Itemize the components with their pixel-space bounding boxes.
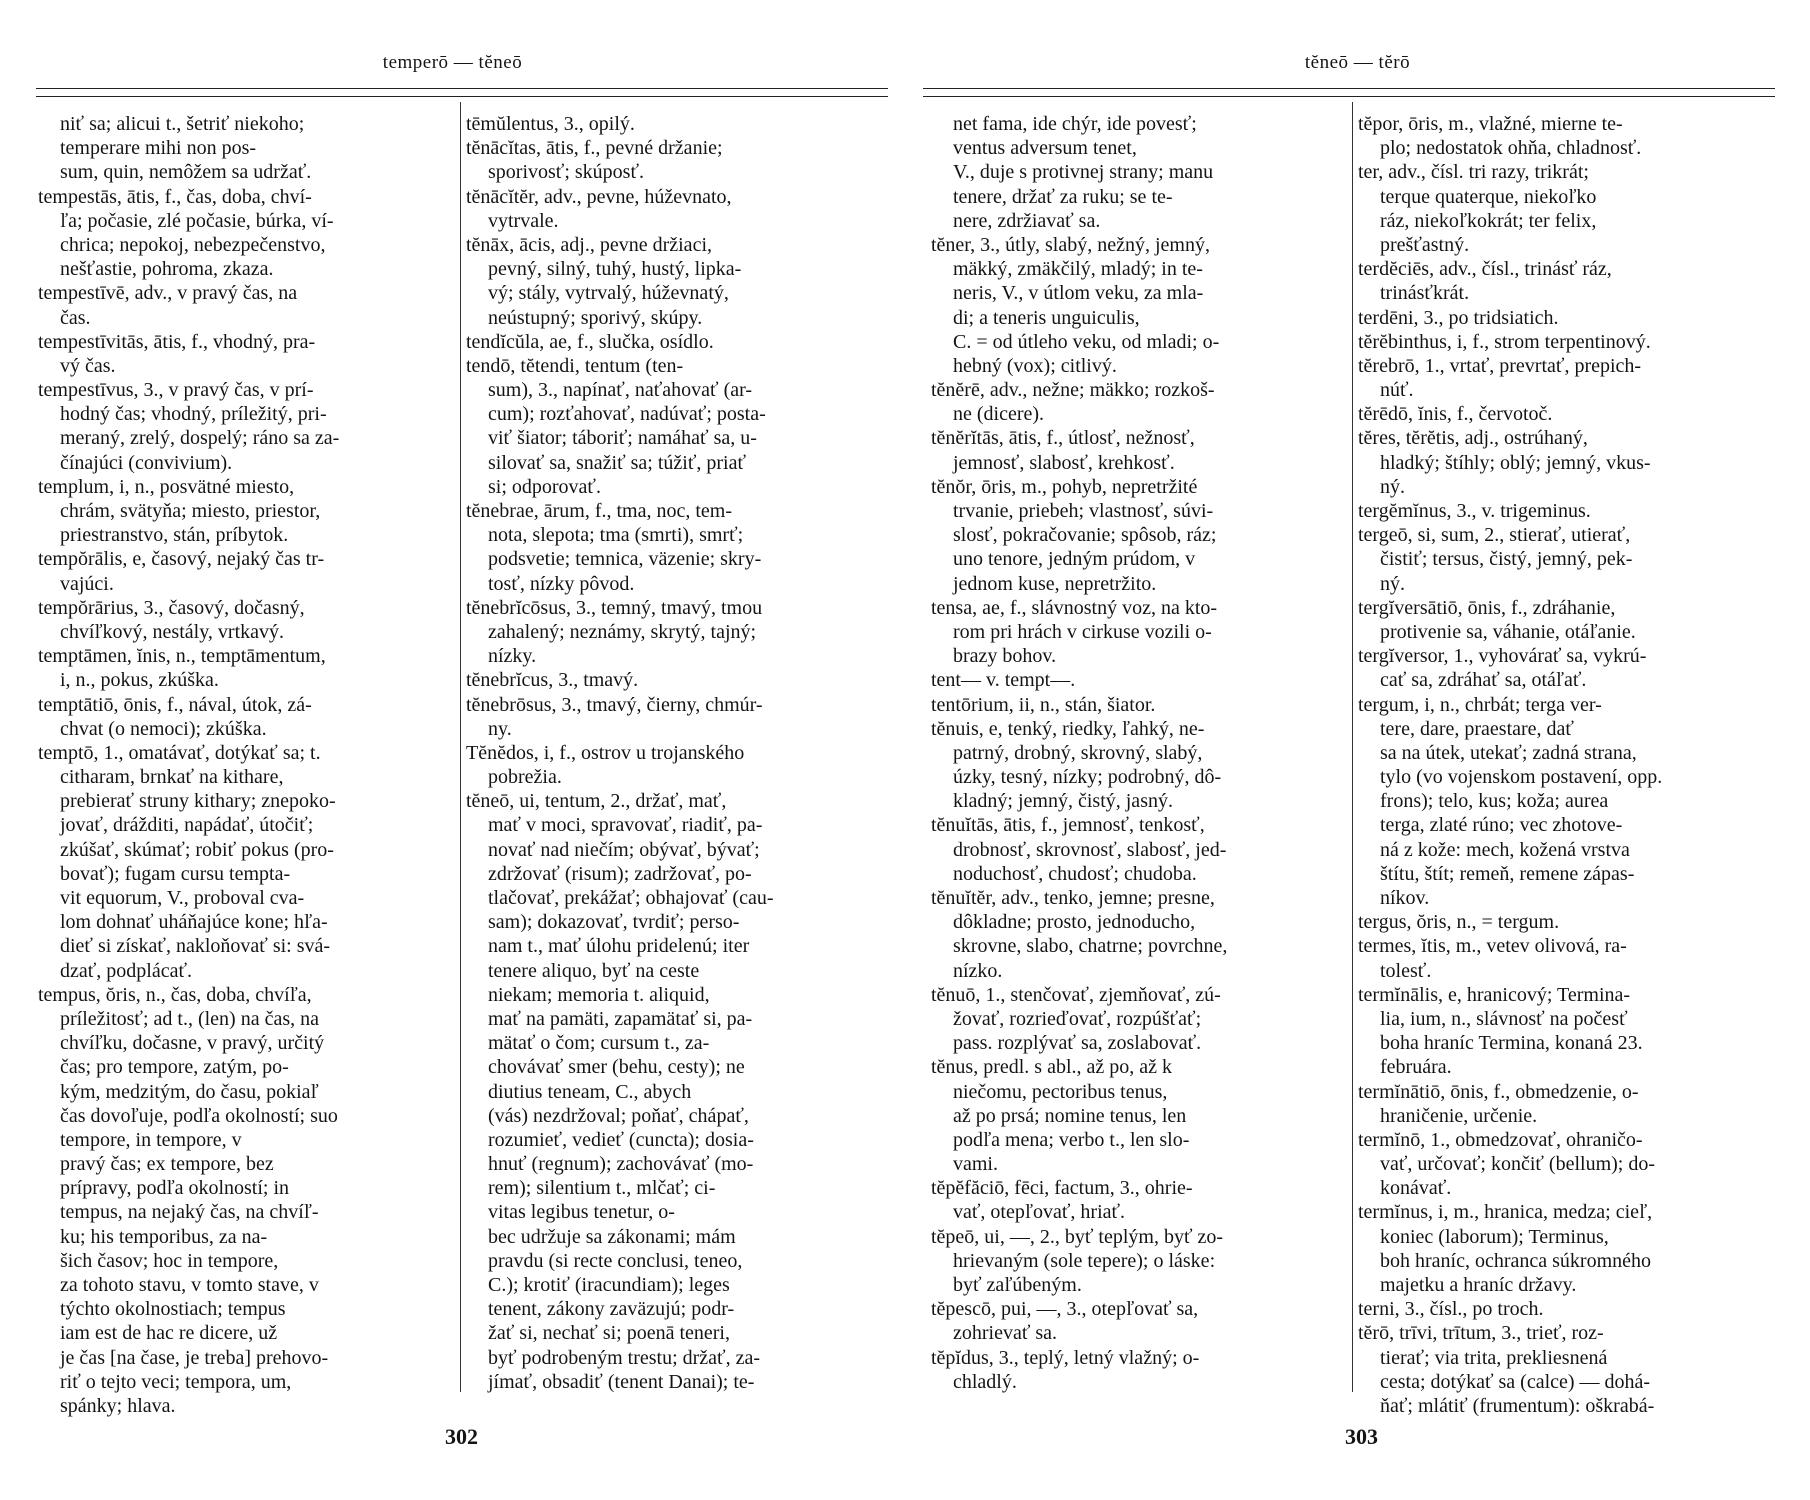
entry-headword-line: temptō, 1., omatávať, dotýkať sa; t. <box>38 741 321 764</box>
entry-headword-line: tĕnuō, 1., stenčovať, zjemňovať, zú- <box>931 983 1221 1006</box>
entry-continuation-line: níkov. <box>1380 887 1430 909</box>
entry-headword-line: tempestīvitās, ātis, f., vhodný, pra- <box>38 330 316 353</box>
entry-continuation-line: V., duje s protivnej strany; manu <box>953 161 1214 184</box>
column-divider <box>460 102 461 1392</box>
dictionary-column-right <box>466 112 884 1394</box>
entry-headword-line: tĕrēdō, ĭnis, f., červotoč. <box>1358 403 1553 426</box>
entry-continuation-line: viť šiator; táboriť; namáhať sa, u- <box>488 427 757 450</box>
entry-headword-line: tĕnĕrē, adv., nežne; mäkko; rozkoš- <box>931 379 1215 402</box>
entry-continuation-line: ňať; mlátiť (frumentum): oškrabá- <box>1380 1394 1655 1417</box>
entry-continuation-line: štítu, štít; remeň, remene zápas- <box>1380 862 1635 885</box>
entry-continuation-line: čas; pro tempore, zatým, po- <box>60 1056 289 1079</box>
entry-continuation-line: tempore, in tempore, v <box>60 1128 242 1151</box>
entry-continuation-line: slosť, pokračovanie; spôsob, ráz; <box>953 524 1217 547</box>
entry-continuation-line: sa na útek, utekať; zadná strana, <box>1380 741 1637 764</box>
entry-continuation-line: trinásťkrát. <box>1380 282 1470 305</box>
entry-continuation-line: jemnosť, slabosť, krehkosť. <box>953 451 1175 474</box>
entry-headword-line: tempestīvē, adv., v pravý čas, na <box>38 282 298 305</box>
entry-continuation-line: pobrežia. <box>488 766 562 789</box>
entry-continuation-line: sum), 3., napínať, naťahovať (ar- <box>488 379 753 402</box>
entry-continuation-line: chvíľku, dočasne, v pravý, určitý <box>60 1032 325 1055</box>
entry-continuation-line: jímať, obsadiť (tenent Danai); te- <box>488 1370 755 1393</box>
entry-continuation-line: drobnosť, skrovnosť, slabosť, jed- <box>953 838 1227 861</box>
entry-continuation-line: ventus adversum tenet, <box>953 137 1137 160</box>
entry-headword-line: tĕpeō, ui, —, 2., byť teplým, byť zo- <box>931 1225 1224 1248</box>
entry-headword-line: tensa, ae, f., slávnostný voz, na kto- <box>931 596 1218 619</box>
entry-continuation-line: týchto okolnostiach; tempus <box>60 1298 286 1321</box>
entry-headword-line: tĕnĕrĭtās, ātis, f., útlosť, nežnosť, <box>931 427 1195 450</box>
entry-continuation-line: prípravy, podľa okolností; in <box>60 1177 290 1200</box>
entry-continuation-line: sum, quin, nemôžem sa udržať. <box>60 161 312 184</box>
entry-continuation-line: sam); dokazovať, tvrdiť; perso- <box>488 911 740 934</box>
header-rule <box>923 88 1775 89</box>
entry-continuation-line: priestranstvo, stán, príbytok. <box>60 524 289 547</box>
entry-continuation-line: mať na pamäti, zapamätať si, pa- <box>488 1007 753 1030</box>
entry-continuation-line: cum); rozťahovať, nadúvať; posta- <box>488 403 766 426</box>
entry-headword-line: tĕpor, ōris, m., vlažné, mierne te- <box>1358 113 1623 135</box>
entry-continuation-line: boha hraníc Termina, konaná 23. <box>1380 1032 1643 1055</box>
entry-headword-line: tergĕmĭnus, 3., v. trigeminus. <box>1358 500 1591 522</box>
entry-headword-line: tĕnuĭtās, ātis, f., jemnosť, tenkosť, <box>931 814 1205 837</box>
entry-continuation-line: tempus, na nejaký čas, na chvíľ- <box>60 1201 319 1224</box>
entry-continuation-line: rom pri hrách v cirkuse vozili o- <box>953 620 1212 643</box>
entry-continuation-line: čas dovoľuje, podľa okolností; suo <box>60 1104 338 1127</box>
entry-continuation-line: tenere, držať za ruku; se te- <box>953 185 1173 208</box>
entry-continuation-line: novať nad niečím; obývať, bývať; <box>488 838 760 861</box>
entry-continuation-line: dzať, podplácať. <box>60 959 193 982</box>
entry-headword-line: tentōrium, ii, n., stán, šiator. <box>931 693 1156 716</box>
entry-continuation-line: zahalený; neznámy, skrytý, tajný; <box>488 620 757 643</box>
entry-continuation-line: patrný, drobný, skrovný, slabý, <box>953 741 1203 764</box>
entry-continuation-line: niekam; memoria t. aliquid, <box>488 983 710 1006</box>
entry-continuation-line: plo; nedostatok ohňa, chladnosť. <box>1380 137 1642 160</box>
entry-continuation-line: silovať sa, snažiť sa; túžiť, priať <box>488 451 747 474</box>
entry-continuation-line: príležitosť; ad t., (len) na čas, na <box>60 1007 320 1030</box>
entry-headword-line: tergus, ŏris, n., = tergum. <box>1358 911 1560 934</box>
entry-headword-line: ter, adv., čísl. tri razy, trikrát; <box>1358 161 1589 184</box>
entry-continuation-line: ne (dicere). <box>953 403 1045 426</box>
entry-headword-line: tĕres, tĕrĕtis, adj., ostrúhaný, <box>1358 427 1588 450</box>
dictionary-column-left <box>38 112 456 1418</box>
entry-continuation-line: vať, určovať; končiť (bellum); do- <box>1380 1153 1655 1176</box>
entry-headword-line: tĕnuis, e, tenký, riedky, ľahký, ne- <box>931 717 1205 740</box>
entry-continuation-line: bec udržuje sa zákonami; mám <box>488 1225 736 1248</box>
entry-headword-line: tempestīvus, 3., v pravý čas, v prí- <box>38 379 314 402</box>
entry-continuation-line: protivenie sa, váhanie, otáľanie. <box>1380 620 1636 643</box>
entry-continuation-line: vať, otepľovať, hriať. <box>953 1201 1126 1224</box>
entry-continuation-line: vit equorum, V., proboval cva- <box>60 887 305 909</box>
entry-continuation-line: nízky. <box>488 645 537 668</box>
entry-continuation-line: net fama, ide chýr, ide povesť; <box>953 113 1197 135</box>
entry-headword-line: tĕnus, predl. s abl., až po, až k <box>931 1056 1173 1079</box>
header-rule-double <box>923 96 1775 97</box>
entry-continuation-line: spánky; hlava. <box>60 1394 176 1417</box>
entry-continuation-line: ný. <box>1380 475 1405 498</box>
entry-continuation-line: trvanie, priebeh; vlastnosť, súvi- <box>953 500 1214 522</box>
entry-headword-line: tergĭversātiō, ōnis, f., zdráhanie, <box>1358 596 1616 619</box>
entry-continuation-line: lia, ium, n., slávnosť na počesť <box>1380 1007 1628 1030</box>
entry-continuation-line: februára. <box>1380 1056 1452 1079</box>
entry-continuation-line: riť o tejto veci; tempora, um, <box>60 1370 292 1393</box>
entry-continuation-line: C. = od útleho veku, od mladi; o- <box>953 330 1220 353</box>
entry-continuation-line: lom dohnať uháňajúce kone; hľa- <box>60 911 328 934</box>
entry-headword-line: tempus, ŏris, n., čas, doba, chvíľa, <box>38 983 312 1006</box>
entry-headword-line: templum, i, n., posvätné miesto, <box>38 475 295 498</box>
entry-headword-line: termĭnō, 1., obmedzovať, ohraničo- <box>1358 1128 1643 1151</box>
entry-continuation-line: nam t., mať úlohu pridelenú; iter <box>488 935 750 958</box>
entry-continuation-line: C.); krotiť (iracundiam); leges <box>488 1274 730 1296</box>
entry-continuation-line: hodný čas; vhodný, príležitý, pri- <box>60 403 327 426</box>
entry-continuation-line: za tohoto stavu, v tomto stave, v <box>60 1274 319 1296</box>
entry-continuation-line: byť podrobeným trestu; držať, za- <box>488 1346 761 1369</box>
entry-headword-line: terdēni, 3., po tridsiatich. <box>1358 306 1559 329</box>
entry-continuation-line: niečomu, pectoribus tenus, <box>953 1080 1168 1103</box>
entry-continuation-line: žovať, rozrieďovať, rozpúšťať; <box>953 1007 1202 1030</box>
header-rule-double <box>36 96 888 97</box>
entry-continuation-line: čínajúci (convivium). <box>60 451 233 474</box>
entry-headword-line: tempestās, ātis, f., čas, doba, chví- <box>38 185 312 208</box>
entry-continuation-line: šich časov; hoc in tempore, <box>60 1249 279 1272</box>
entry-headword-line: terni, 3., čísl., po troch. <box>1358 1298 1544 1321</box>
entry-continuation-line: neris, V., v útlom veku, za mla- <box>953 282 1204 305</box>
entry-headword-line: termĭnātiō, ōnis, f., obmedzenie, o- <box>1358 1080 1639 1103</box>
entry-continuation-line: meraný, zrelý, dospelý; ráno sa za- <box>60 427 340 450</box>
entry-continuation-line: pravdu (si recte conclusi, teneo, <box>488 1249 743 1272</box>
entry-headword-line: tergeō, si, sum, 2., stierať, utierať, <box>1358 524 1631 547</box>
entry-continuation-line: nere, zdržiavať sa. <box>953 209 1101 232</box>
entry-headword-line: temptāmen, ĭnis, n., temptāmentum, <box>38 645 326 668</box>
entry-headword-line: tĕnebrĭcus, 3., tmavý. <box>466 669 639 692</box>
entry-continuation-line: boh hraníc, ochranca súkromného <box>1380 1249 1652 1272</box>
entry-headword-line: tĕpescō, pui, —, 3., otepľovať sa, <box>931 1298 1199 1321</box>
entry-headword-line: tergĭversor, 1., vyhovárať sa, vykrú- <box>1358 645 1647 668</box>
entry-continuation-line: chovávať smer (behu, cesty); ne <box>488 1056 745 1079</box>
entry-headword-line: tĕnebrōsus, 3., tmavý, čierny, chmúr- <box>466 693 763 716</box>
entry-continuation-line: chrám, svätyňa; miesto, priestor, <box>60 500 321 522</box>
entry-headword-line: termĭnus, i, m., hranica, medza; cieľ, <box>1358 1201 1653 1224</box>
entry-continuation-line: chladlý. <box>953 1370 1017 1393</box>
entry-headword-line: tendō, tĕtendi, tentum (ten- <box>466 354 684 377</box>
running-head: temperō — tĕneō <box>382 52 523 73</box>
entry-continuation-line: tylo (vo vojenskom postavení, opp. <box>1380 766 1663 789</box>
entry-continuation-line: ľa; počasie, zlé počasie, búrka, ví- <box>60 209 334 232</box>
entry-continuation-line: tere, dare, praestare, dať <box>1380 717 1574 740</box>
column-divider <box>1352 102 1353 1392</box>
entry-continuation-line: hrievaným (sole tepere); o láske: <box>953 1249 1216 1272</box>
entry-continuation-line: vitas legibus tenetur, o- <box>488 1201 675 1224</box>
entry-continuation-line: (vás) nezdržoval; poňať, chápať, <box>488 1104 749 1127</box>
entry-headword-line: tĕrebrō, 1., vrtať, prevrtať, prepich- <box>1358 354 1642 377</box>
entry-headword-line: tĕrō, trīvi, trītum, 3., trieť, roz- <box>1358 1322 1604 1345</box>
entry-continuation-line: nízko. <box>953 959 1003 982</box>
entry-continuation-line: zdržovať (risum); zadržovať, po- <box>488 862 752 885</box>
entry-continuation-line: ku; his temporibus, za na- <box>60 1225 268 1248</box>
entry-continuation-line: bovať); fugam cursu tempta- <box>60 862 291 885</box>
entry-continuation-line: byť zaľúbeným. <box>953 1274 1082 1296</box>
entry-headword-line: tĕneō, ui, tentum, 2., držať, mať, <box>466 790 727 813</box>
entry-continuation-line: rozumieť, vedieť (cuncta); dosia- <box>488 1128 754 1151</box>
entry-continuation-line: hnuť (regnum); zachovávať (mo- <box>488 1153 754 1176</box>
entry-continuation-line: mať v moci, spravovať, riadiť, pa- <box>488 814 763 837</box>
entry-headword-line: tĕnācĭtĕr, adv., pevne, húževnato, <box>466 185 732 208</box>
entry-continuation-line: tenere aliquo, byť na ceste <box>488 959 700 982</box>
entry-continuation-line: rem); silentium t., mlčať; ci- <box>488 1177 716 1200</box>
entry-continuation-line: vý; stály, vytrvalý, húževnatý, <box>488 282 729 305</box>
entry-continuation-line: kým, medzitým, do času, pokiaľ <box>60 1080 319 1103</box>
entry-continuation-line: di; a teneris unguiculis, <box>953 306 1140 329</box>
entry-headword-line: tĕner, 3., útly, slabý, nežný, jemný, <box>931 233 1210 256</box>
entry-continuation-line: čas. <box>60 306 91 329</box>
entry-continuation-line: chrica; nepokoj, nebezpečenstvo, <box>60 233 326 256</box>
entry-continuation-line: ráz, niekoľkokrát; ter felix, <box>1380 209 1597 232</box>
entry-continuation-line: čistiť; tersus, čistý, jemný, pek- <box>1380 548 1633 571</box>
entry-headword-line: terdĕciēs, adv., čísl., trinásť ráz, <box>1358 258 1612 281</box>
entry-headword-line: termĭnālis, e, hranicový; Termina- <box>1358 983 1631 1006</box>
entry-continuation-line: noduchosť, chudosť; chudoba. <box>953 862 1197 885</box>
entry-headword-line: tempŏrārius, 3., časový, dočasný, <box>38 596 305 619</box>
entry-headword-line: tendĭcŭla, ae, f., slučka, osídlo. <box>466 330 714 353</box>
entry-continuation-line: tlačovať, prekážať; obhajovať (cau- <box>488 887 774 909</box>
dictionary-column-left <box>931 112 1349 1394</box>
entry-continuation-line: citharam, brnkať na kithare, <box>60 766 284 789</box>
entry-continuation-line: ny. <box>488 717 512 740</box>
entry-continuation-line: iam est de hac re dicere, už <box>60 1322 278 1345</box>
entry-continuation-line: nota, slepota; tma (smrti), smrť; <box>488 524 744 547</box>
entry-continuation-line: chvat (o nemoci); zkúška. <box>60 717 267 740</box>
entry-continuation-line: majetku a hraníc državy. <box>1380 1274 1577 1296</box>
entry-continuation-line: zkúšať, skúmať; robiť pokus (pro- <box>60 838 334 861</box>
entry-headword-line: Tĕnĕdos, i, f., ostrov u trojanského <box>466 741 745 764</box>
entry-continuation-line: brazy bohov. <box>953 645 1057 668</box>
entry-continuation-line: úzky, tesný, nízky; podrobný, dô- <box>953 766 1222 789</box>
entry-headword-line: tĕnāx, ācis, adj., pevne držiaci, <box>466 233 712 256</box>
entry-continuation-line: žať si, nechať si; poenā teneri, <box>488 1322 730 1345</box>
entry-continuation-line: vytrvale. <box>488 209 559 232</box>
running-head: tĕneō — tĕrō <box>1304 52 1411 73</box>
entry-continuation-line: zohrievať sa. <box>953 1322 1058 1345</box>
entry-continuation-line: jovať, drážditi, napádať, útočiť; <box>60 814 314 837</box>
entry-headword-line: tĕpĭdus, 3., teplý, letný vlažný; o- <box>931 1346 1200 1369</box>
entry-continuation-line: diutius teneam, C., abych <box>488 1080 692 1103</box>
entry-continuation-line: ná z kože: mech, kožená vrstva <box>1380 838 1630 861</box>
entry-continuation-line: chvíľkový, nestály, vrtkavý. <box>60 620 285 643</box>
entry-continuation-line: ný. <box>1380 572 1405 595</box>
entry-continuation-line: prebierať struny kithary; znepoko- <box>60 790 336 813</box>
entry-headword-line: tĕnācĭtas, ātis, f., pevné držanie; <box>466 137 723 160</box>
entry-continuation-line: dieť si získať, nakloňovať si: svá- <box>60 935 331 958</box>
entry-headword-line: tempŏrālis, e, časový, nejaký čas tr- <box>38 548 325 571</box>
entry-headword-line: termes, ĭtis, m., vetev olivová, ra- <box>1358 935 1627 958</box>
entry-headword-line: tĕnebrae, ārum, f., tma, noc, tem- <box>466 500 732 522</box>
entry-continuation-line: dôkladne; prosto, jednoducho, <box>953 911 1196 934</box>
entry-headword-line: tĕpĕfăciō, fēci, factum, 3., ohrie- <box>931 1177 1193 1200</box>
entry-continuation-line: koniec (laborum); Terminus, <box>1380 1225 1609 1248</box>
header-rule <box>36 88 888 89</box>
entry-continuation-line: neústupný; sporivý, skúpy. <box>488 306 703 329</box>
entry-headword-line: tĕnŏr, ōris, m., pohyb, nepretržité <box>931 475 1198 498</box>
entry-continuation-line: hladký; štíhly; oblý; jemný, vkus- <box>1380 451 1651 474</box>
entry-continuation-line: mäkký, zmäkčilý, mladý; in te- <box>953 258 1203 281</box>
entry-continuation-line: i, n., pokus, zkúška. <box>60 669 219 692</box>
entry-continuation-line: konávať. <box>1380 1177 1452 1200</box>
entry-continuation-line: uno tenore, jedným prúdom, v <box>953 548 1196 571</box>
entry-headword-line: tergum, i, n., chrbát; terga ver- <box>1358 693 1602 716</box>
entry-continuation-line: hebný (vox); citlivý. <box>953 354 1117 377</box>
entry-continuation-line: pass. rozplývať sa, zoslabovať. <box>953 1032 1202 1055</box>
entry-continuation-line: tenent, zákony zaväzujú; podr- <box>488 1298 735 1321</box>
dictionary-column-right <box>1358 112 1776 1418</box>
right-page <box>905 0 1810 1500</box>
entry-continuation-line: niť sa; alicui t., šetriť niekoho; <box>60 113 305 135</box>
entry-headword-line: temptātiō, ōnis, f., nával, útok, zá- <box>38 693 312 716</box>
entry-continuation-line: terque quaterque, niekoľko <box>1380 185 1597 208</box>
entry-continuation-line: podľa mena; verbo t., len slo- <box>953 1128 1190 1151</box>
page-number: 303 <box>1345 1424 1378 1449</box>
entry-continuation-line: pevný, silný, tuhý, hustý, lipka- <box>488 258 742 281</box>
entry-continuation-line: temperare mihi non pos- <box>60 137 257 160</box>
entry-continuation-line: až po prsá; nomine tenus, len <box>953 1104 1187 1127</box>
entry-continuation-line: terga, zlaté rúno; vec zhotove- <box>1380 814 1623 837</box>
entry-continuation-line: podsvetie; temnica, väzenie; skry- <box>488 548 762 571</box>
entry-continuation-line: skrovne, slabo, chatrne; povrchne, <box>953 935 1228 958</box>
entry-headword-line: tĕnebrĭcōsus, 3., temný, tmavý, tmou <box>466 596 763 619</box>
entry-continuation-line: kladný; jemný, čistý, jasný. <box>953 790 1173 813</box>
entry-continuation-line: je čas [na čase, je treba] prehovo- <box>60 1346 329 1369</box>
entry-continuation-line: mätať o čom; cursum t., za- <box>488 1032 710 1055</box>
entry-continuation-line: vý čas. <box>60 354 116 377</box>
entry-continuation-line: vami. <box>953 1153 998 1176</box>
entry-headword-line: tĕnuĭtĕr, adv., tenko, jemne; presne, <box>931 887 1215 909</box>
entry-continuation-line: tosť, nízky pôvod. <box>488 572 635 595</box>
entry-continuation-line: hraničenie, určenie. <box>1380 1104 1538 1127</box>
entry-continuation-line: núť. <box>1380 379 1414 402</box>
entry-continuation-line: frons); telo, kus; koža; aurea <box>1380 790 1609 813</box>
entry-continuation-line: si; odporovať. <box>488 475 601 498</box>
page-number: 302 <box>445 1424 478 1449</box>
entry-headword-line: tēmŭlentus, 3., opilý. <box>466 113 635 135</box>
entry-continuation-line: sporivosť; skúposť. <box>488 161 644 184</box>
entry-continuation-line: nešťastie, pohroma, zkaza. <box>60 258 274 281</box>
entry-continuation-line: jednom kuse, nepretržito. <box>953 572 1157 595</box>
entry-continuation-line: cesta; dotýkať sa (calce) — dohá- <box>1380 1370 1651 1393</box>
entry-continuation-line: tolesť. <box>1380 959 1432 982</box>
entry-headword-line: tĕrĕbinthus, i, f., strom terpentinový. <box>1358 330 1651 353</box>
entry-continuation-line: tierať; via trita, prekliesnená <box>1380 1346 1608 1369</box>
entry-headword-line: tent— v. tempt—. <box>931 669 1076 692</box>
entry-continuation-line: vajúci. <box>60 572 114 595</box>
entry-continuation-line: pravý čas; ex tempore, bez <box>60 1153 274 1176</box>
entry-continuation-line: cať sa, zdráhať sa, otáľať. <box>1380 669 1587 692</box>
entry-continuation-line: prešťastný. <box>1380 233 1470 256</box>
